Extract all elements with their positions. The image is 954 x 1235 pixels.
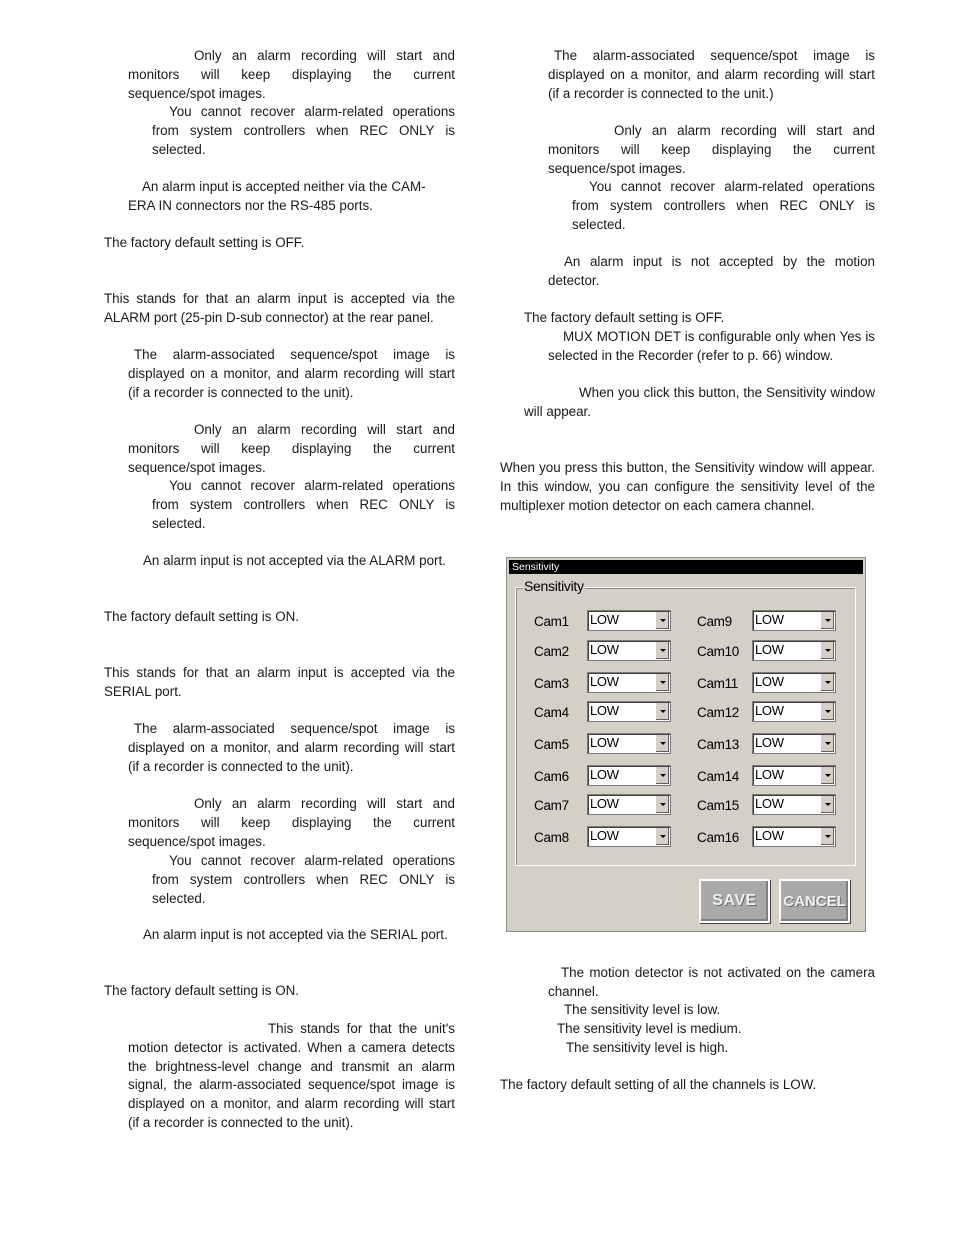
cam4-select[interactable]: LOW	[587, 701, 671, 722]
option-low-desc: The sensitivity level is low.	[564, 1002, 721, 1017]
sensitivity-button-desc: When you click this button, the Sensitivity window will appear.	[524, 385, 875, 419]
cam9-select[interactable]: LOW	[752, 610, 836, 631]
chevron-down-icon[interactable]	[655, 796, 669, 813]
save-button[interactable]: SAVE	[699, 879, 770, 923]
motion-detect-desc: This stands for that the unit's motion detector is activated. When a camera detects the brightness-level change and transmit an alarm signal, the alarm-associated sequence/spot image is displayed on a monitor, and alarm recording will start (if a recorder is connected to the unit).	[128, 1021, 455, 1130]
alarm-port-rec-only-desc: Only an alarm recording will start and monitors will keep displaying the current sequence/spot images.	[128, 422, 455, 475]
serial-port-rec-only-desc: Only an alarm recording will start and monitors will keep displaying the current sequence/spot images.	[128, 796, 455, 849]
cam8-select[interactable]: LOW	[587, 826, 671, 847]
cam-label: Cam9	[697, 614, 732, 629]
sensitivity-group-label: Sensitivity	[524, 578, 584, 594]
cam13-select[interactable]: LOW	[752, 733, 836, 754]
serial-port-desc: This stands for that an alarm input is accepted via the SERIAL port.	[104, 665, 455, 699]
cam6-select[interactable]: LOW	[587, 765, 671, 786]
serial-port-off-desc: An alarm input is not accepted via the SERIAL port.	[143, 927, 448, 942]
cam11-select[interactable]: LOW	[752, 672, 836, 693]
cam3-select[interactable]: LOW	[587, 672, 671, 693]
cam-label: Cam10	[697, 644, 740, 659]
chevron-down-icon[interactable]	[655, 674, 669, 691]
chevron-down-icon[interactable]	[820, 612, 834, 629]
off-desc-line1: An alarm input is accepted neither via the CAM-	[142, 179, 426, 194]
alarm-port-off-desc: An alarm input is not accepted via the ALARM port.	[143, 553, 446, 568]
option-off-desc: The motion detector is not activated on the camera channel.	[548, 965, 875, 999]
chevron-down-icon[interactable]	[655, 612, 669, 629]
chevron-down-icon[interactable]	[655, 703, 669, 720]
serial-port-rec-only-note: You cannot recover alarm-related operations from system controllers when REC ONLY is selected.	[152, 853, 455, 906]
mux-rec-only-note: You cannot recover alarm-related operations from system controllers when REC ONLY is selected.	[572, 179, 875, 232]
alarm-port-rec-only-note: You cannot recover alarm-related operations from system controllers when REC ONLY is selected.	[152, 478, 455, 531]
cam-label: Cam8	[534, 830, 569, 845]
cam12-select[interactable]: LOW	[752, 701, 836, 722]
alarm-port-on-desc: The alarm-associated sequence/spot image is displayed on a monitor, and alarm recording will start (if a recorder is connected to the unit).	[128, 347, 455, 400]
chevron-down-icon[interactable]	[655, 828, 669, 845]
cancel-button[interactable]: CANCEL	[779, 879, 850, 923]
chevron-down-icon[interactable]	[655, 642, 669, 659]
sensitivity-window	[506, 557, 866, 932]
factory-default-off: The factory default setting is OFF.	[104, 235, 305, 250]
cam-label: Cam5	[534, 737, 569, 752]
chevron-down-icon[interactable]	[820, 642, 834, 659]
cam15-select[interactable]: LOW	[752, 794, 836, 815]
mux-rec-only-desc: Only an alarm recording will start and monitors will keep displaying the current sequence/spot images.	[548, 123, 875, 176]
chevron-down-icon[interactable]	[820, 735, 834, 752]
cam-label: Cam13	[697, 737, 740, 752]
option-high-desc: The sensitivity level is high.	[566, 1040, 729, 1055]
chevron-down-icon[interactable]	[820, 767, 834, 784]
cam-label: Cam16	[697, 830, 740, 845]
cam-label: Cam7	[534, 798, 569, 813]
cam-label: Cam11	[697, 676, 739, 691]
mux-off-desc: An alarm input is not accepted by the motion detector.	[548, 254, 875, 288]
rec-only-note: You cannot recover alarm-related operations from system controllers when REC ONLY is selected.	[152, 104, 455, 157]
cam-label: Cam2	[534, 644, 569, 659]
factory-default-off-mux: The factory default setting is OFF.	[524, 310, 725, 325]
cam-label: Cam1	[534, 614, 569, 629]
cam7-select[interactable]: LOW	[587, 794, 671, 815]
alarm-port-desc: This stands for that an alarm input is accepted via the ALARM port (25-pin D-sub connector) at the rear panel.	[104, 291, 455, 325]
cam10-select[interactable]: LOW	[752, 640, 836, 661]
chevron-down-icon[interactable]	[820, 796, 834, 813]
serial-port-on-desc: The alarm-associated sequence/spot image is displayed on a monitor, and alarm recording will start (if a recorder is connected to the unit).	[128, 721, 455, 774]
chevron-down-icon[interactable]	[655, 767, 669, 784]
chevron-down-icon[interactable]	[820, 703, 834, 720]
mux-config-note: MUX MOTION DET is configurable only when Yes is selected in the Recorder (refer to p. 66) window.	[548, 329, 875, 363]
cam16-select[interactable]: LOW	[752, 826, 836, 847]
window-title-bar: Sensitivity	[509, 560, 863, 574]
rec-only-desc: Only an alarm recording will start and monitors will keep displaying the current sequence/spot images.	[128, 48, 455, 101]
cam-label: Cam12	[697, 705, 740, 720]
mux-on-desc: The alarm-associated sequence/spot image is displayed on a monitor, and alarm recording will start (if a recorder is connected to the unit.)	[548, 48, 875, 101]
cam14-select[interactable]: LOW	[752, 765, 836, 786]
cam-label: Cam3	[534, 676, 569, 691]
factory-default-on-alarm: The factory default setting is ON.	[104, 609, 299, 624]
cam-label: Cam14	[697, 769, 740, 784]
chevron-down-icon[interactable]	[655, 735, 669, 752]
cam-label: Cam15	[697, 798, 740, 813]
cam2-select[interactable]: LOW	[587, 640, 671, 661]
cam1-select[interactable]: LOW	[587, 610, 671, 631]
off-desc-line2: ERA IN connectors nor the RS-485 ports.	[128, 198, 373, 213]
chevron-down-icon[interactable]	[820, 674, 834, 691]
sensitivity-window-intro: When you press this button, the Sensitivity window will appear. In this window, you can configure the sensitivity level of the multiplexer motion detector on each camera channel.	[500, 460, 875, 513]
option-middle-desc: The sensitivity level is medium.	[557, 1021, 742, 1036]
cam-label: Cam4	[534, 705, 569, 720]
factory-default-on-serial: The factory default setting is ON.	[104, 983, 299, 998]
chevron-down-icon[interactable]	[820, 828, 834, 845]
cam-label: Cam6	[534, 769, 569, 784]
factory-default-low: The factory default setting of all the channels is LOW.	[500, 1077, 817, 1092]
cam5-select[interactable]: LOW	[587, 733, 671, 754]
